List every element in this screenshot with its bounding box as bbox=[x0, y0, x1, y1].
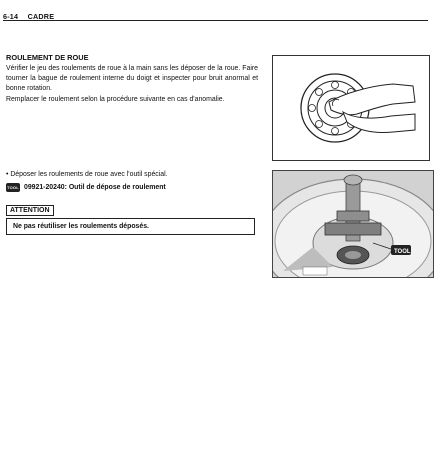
removal-step: • Déposer les roulements de roue avec l'outil spécial. bbox=[6, 171, 168, 178]
attention-text: Ne pas réutiliser les roulements déposés. bbox=[13, 223, 149, 230]
bearing-check-figure bbox=[272, 55, 430, 161]
bearing-remover-figure bbox=[272, 170, 434, 278]
chapter-title: CADRE bbox=[27, 12, 55, 21]
page-number: 6-14 bbox=[3, 12, 19, 21]
attention-label: ATTENTION bbox=[6, 205, 54, 216]
special-tool-reference bbox=[6, 183, 166, 192]
tool-icon bbox=[6, 183, 20, 192]
paragraph-replace: Remplacer le roulement selon la procédure suivante en cas d'anomalie. bbox=[6, 96, 225, 103]
page-header bbox=[3, 6, 428, 21]
attention-box bbox=[6, 218, 255, 235]
bearing-hand-illustration bbox=[273, 56, 429, 160]
tool-number: 09921-20240: Outil de dépose de roulement bbox=[24, 184, 166, 191]
bearing-remover-photo bbox=[273, 171, 433, 277]
figure-tool-badge: TOOL bbox=[394, 249, 411, 255]
section-title: ROULEMENT DE ROUE bbox=[6, 53, 89, 62]
paragraph-check: Vérifier le jeu des roulements de roue à la main sans les déposer de la roue. Faire tourner la bague de roulement interne du doigt et inspecter pour bruit anormal et bonne rotation. bbox=[6, 65, 258, 93]
